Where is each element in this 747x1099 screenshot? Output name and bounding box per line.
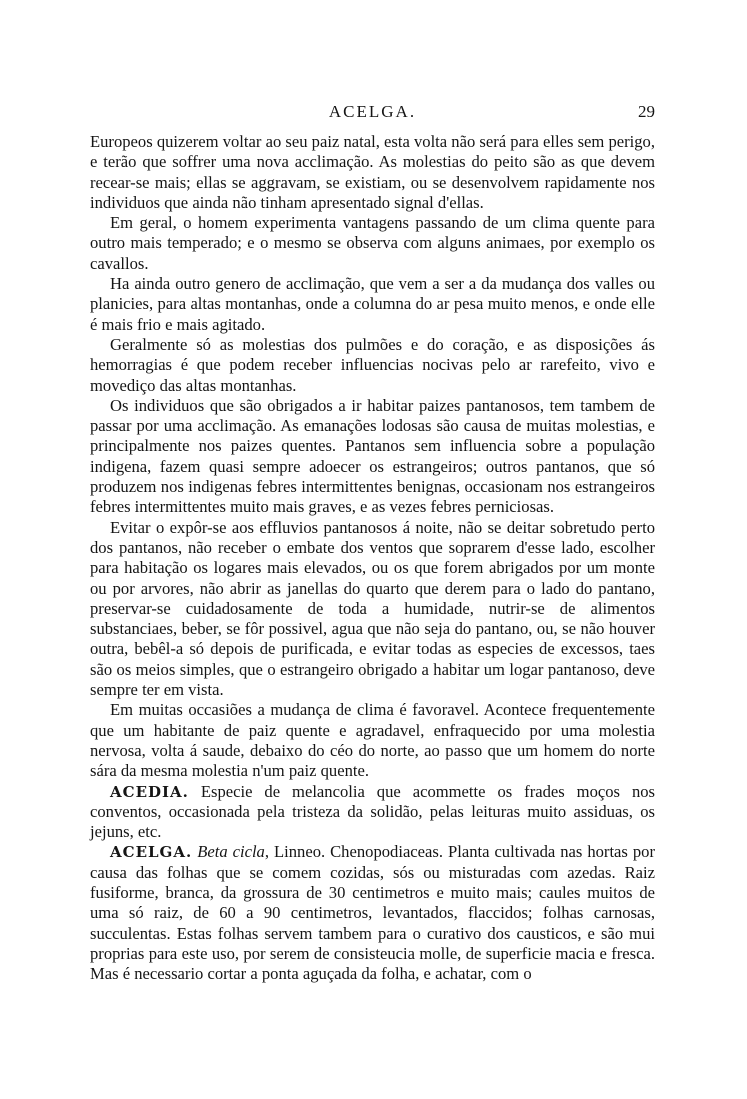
page-number: 29 xyxy=(638,102,655,121)
running-head xyxy=(90,102,655,126)
paragraph: Ha ainda outro genero de acclimação, que vem a ser a da mudança dos valles ou planicies, para altas montanhas, onde a columna do ar pesa muito menos, e onde elle é mais frio e mais agitado. xyxy=(90,274,655,334)
entry-headword: ACEDIA. xyxy=(110,782,189,801)
paragraph: Em geral, o homem experimenta vantagens passando de um clima quente para outro mais temperado; e o mesmo se observa com alguns animaes, por exemplo os cavallos. xyxy=(90,213,655,273)
dictionary-entry-acelga xyxy=(90,842,655,984)
dictionary-entry-acedia xyxy=(90,782,655,843)
paragraph: Geralmente só as molestias dos pulmões e do coração, e as disposições ás hemorragias é que podem receber influencias nocivas pelo ar rarefeito, vivo e movediço das altas montanhas. xyxy=(90,334,655,395)
paragraph: Europeos quizerem voltar ao seu paiz natal, esta volta não será para elles sem perigo, e terão que soffrer uma nova acclimação. As molestias do peito são as que devem recear-se mais; ellas se aggravam, se existiam, ou se desenvolvem rapidamente nos individuos que ainda não tinham apresentado signal d'ellas. xyxy=(90,132,655,212)
paragraph: Em muitas occasiões a mudança de clima é favoravel. Acontece frequentemente que um habitante de paiz quente e agradavel, enfraquecido por uma molestia nervosa, volta á saude, debaixo do céo do norte, ao passo que um homem do norte sára da mesma molestia n'um paiz quente. xyxy=(90,700,655,781)
entry-definition: Especie de melancolia que acommette os frades moços nos conventos, occasionada pela tristeza da solidão, pelas leituras muito assiduas, os jejuns, etc. xyxy=(90,781,656,842)
entry-headword: ACELGA. xyxy=(110,843,193,862)
entry-definition: , Linneo. Chenopodiaceas. Planta cultivada nas hortas por causa das folhas que se comem cozidas, sós ou misturadas com azedas. Raiz fusiforme, branca, da grossura de 30 centimetros e muito mais; caules muitos de uma só raiz, de 60 a 90 centimetros, levantados, flaccidos; folhas carnosas, succulentas. Estas folhas servem tambem para o curativo dos causticos, e são mui proprias para este uso, por serem de consisteucia molle, de superficie macia e fresca. Mas é necessario cortar a ponta aguçada da folha, e achatar, com o xyxy=(90,842,655,984)
paragraph: Os individuos que são obrigados a ir habitar paizes pantanosos, tem tambem de passar por uma acclimação. As emanações lodosas são causa de muitas molestias, e principalmente nos paizes quentes. Pantanos sem influencia sobre a população indigena, fazem quasi sempre adoecer os estrangeiros; outros pantanos, que só produzem nos indigenas febres intermittentes benignas, occasionam nos estrangeiros febres intermittentes muito mais graves, e as vezes febres perniciosas. xyxy=(90,395,655,517)
paragraph: Evitar o expôr-se aos effluvios pantanosos á noite, não se deitar sobretudo perto dos pantanos, não receber o embate dos ventos que soprarem d'esse lado, escolher para habitação os logares mais elevados, ou os que forem abrigados por um monte ou por arvores, não abrir as janellas do quarto que derem para o lado do pantano, preservar-se cuidadosamente de toda a humidade, nutrir-se de alimentos substanciaes, beber, se fôr possivel, agua que não seja do pantano, ou, se não houver outra, bebêl-a só depois de purificada, e evitar todas as especies de excessos, taes são os meios simples, que o estrangeiro obrigado a habitar um logar pantanoso, deve sempre ter em vista. xyxy=(90,517,655,700)
running-head-title: ACELGA. xyxy=(328,102,417,121)
entry-latin-name: Beta cicla xyxy=(197,842,265,862)
body-text xyxy=(90,132,655,984)
